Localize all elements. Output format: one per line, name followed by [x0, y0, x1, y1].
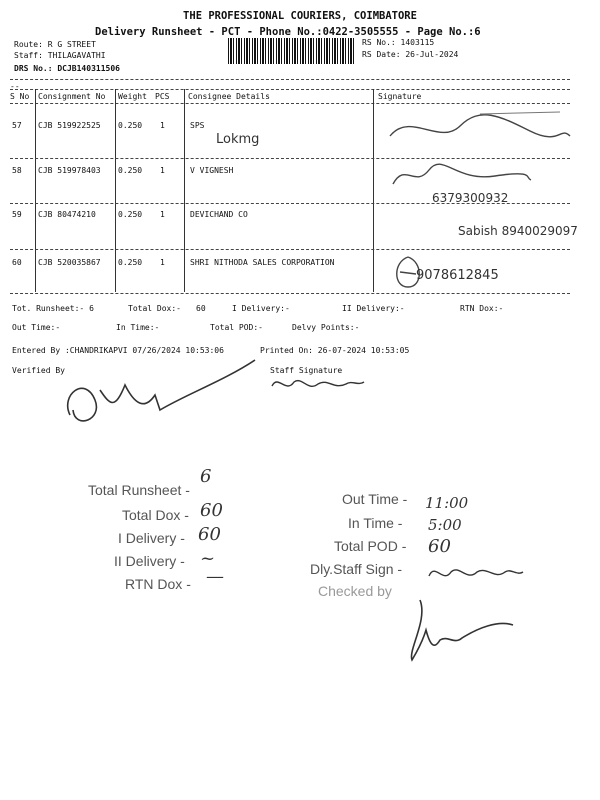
summary-value: — — [206, 566, 224, 587]
divider — [10, 89, 570, 90]
summary-label: I Delivery - — [118, 530, 185, 546]
column-rule — [373, 89, 374, 292]
summary-value: 60 — [200, 500, 223, 521]
summary-value: 11:00 — [425, 494, 469, 512]
summary-label: Dly.Staff Sign - — [310, 561, 403, 577]
in-time-label: In Time:- — [116, 323, 160, 332]
route-text: Route: R G STREET — [14, 40, 96, 49]
checker-signature — [398, 590, 518, 665]
row-consignee: SHRI NITHODA SALES CORPORATION — [190, 258, 335, 267]
row-consignment: CJB 519978403 — [38, 166, 101, 175]
divider — [10, 293, 570, 294]
row-consignee: SPS — [190, 121, 205, 130]
row-sno: 59 — [12, 210, 22, 219]
row-weight: 0.250 — [118, 121, 143, 130]
signature-scribble — [380, 106, 580, 152]
row-pcs: 1 — [160, 210, 165, 219]
summary-value: ~ — [200, 548, 216, 569]
staff-text: Staff: THILAGAVATHI — [14, 51, 106, 60]
rtn-dox-label: RTN Dox:- — [460, 304, 504, 313]
column-rule — [35, 89, 36, 292]
summary-label: II Delivery - — [114, 553, 185, 569]
summary-label: Total Runsheet - — [88, 482, 190, 498]
handwritten-note: Sabish 8940029097 — [458, 224, 578, 238]
summary-label: Total Dox - — [122, 507, 189, 523]
summary-label: Checked by — [318, 583, 392, 599]
staff-sign-scribble — [425, 560, 525, 588]
barcode-image — [228, 38, 356, 64]
total-dox-label: Total Dox:- — [128, 304, 181, 313]
handwritten-note: Lokmg — [216, 132, 260, 147]
divider — [10, 103, 570, 104]
runsheet-subtitle: Delivery Runsheet - PCT - Phone No.:0422-3505555 - Page No.:6 — [95, 26, 481, 38]
col-header-signature: Signature — [378, 92, 422, 101]
divider — [10, 79, 570, 80]
summary-value: 6 — [200, 466, 212, 487]
drs-number: DRS No.: DCJB140311506 — [14, 64, 120, 73]
out-time-label: Out Time:- — [12, 323, 61, 332]
row-consignment: CJB 80474210 — [38, 210, 96, 219]
staff-signature-label: Staff Signature — [270, 366, 343, 375]
summary-label: RTN Dox - — [125, 576, 191, 592]
total-dox-value: 60 — [196, 304, 206, 313]
signature-scribble — [385, 158, 535, 192]
row-pcs: 1 — [160, 166, 165, 175]
row-sno: 57 — [12, 121, 22, 130]
col-header-consignee: Consignee Details — [188, 92, 270, 101]
col-header-pcs: PCS — [155, 92, 170, 101]
row-consignee: V VIGNESH — [190, 166, 234, 175]
summary-label: Out Time - — [342, 491, 408, 507]
row-pcs: 1 — [160, 121, 165, 130]
summary-value: 5:00 — [428, 516, 462, 534]
ii-delivery-label: II Delivery:- — [342, 304, 405, 313]
summary-value: 60 — [198, 524, 221, 545]
tot-runsheet: Tot. Runsheet:- 6 — [12, 304, 94, 313]
verifier-signature — [55, 355, 265, 435]
i-delivery-label: I Delivery:- — [232, 304, 290, 313]
verified-by-label: Verified By — [12, 366, 65, 375]
col-header-sno: S No — [10, 92, 30, 101]
delvy-points-label: Delvy Points:- — [292, 323, 360, 332]
handwritten-note: 9078612845 — [416, 268, 499, 283]
company-title: THE PROFESSIONAL COURIERS, COIMBATORE — [183, 10, 417, 22]
row-pcs: 1 — [160, 258, 165, 267]
col-header-consignment: Consignment No — [38, 92, 106, 101]
divider — [10, 203, 570, 204]
col-header-weight: Weight — [118, 92, 147, 101]
column-rule — [115, 89, 116, 292]
summary-label: Total POD - — [334, 538, 407, 554]
dash-mark: -- — [10, 82, 20, 91]
row-weight: 0.250 — [118, 166, 143, 175]
row-consignment: CJB 519922525 — [38, 121, 101, 130]
rs-date: RS Date: 26-Jul-2024 — [362, 50, 459, 59]
entered-by: Entered By :CHANDRIKAPVI 07/26/2024 10:53:06 — [12, 346, 224, 355]
staff-signature-scribble — [268, 372, 368, 396]
row-weight: 0.250 — [118, 210, 143, 219]
row-sno: 58 — [12, 166, 22, 175]
column-rule — [184, 89, 185, 292]
row-consignment: CJB 520035867 — [38, 258, 101, 267]
row-sno: 60 — [12, 258, 22, 267]
divider — [10, 249, 570, 250]
row-weight: 0.250 — [118, 258, 143, 267]
summary-label: In Time - — [348, 515, 403, 531]
row-consignee: DEVICHAND CO — [190, 210, 248, 219]
printed-on: Printed On: 26-07-2024 10:53:05 — [260, 346, 410, 355]
handwritten-note: 6379300932 — [432, 191, 509, 205]
rs-number: RS No.: 1403115 — [362, 38, 435, 47]
summary-value: 60 — [428, 536, 451, 557]
total-pod-label: Total POD:- — [210, 323, 263, 332]
